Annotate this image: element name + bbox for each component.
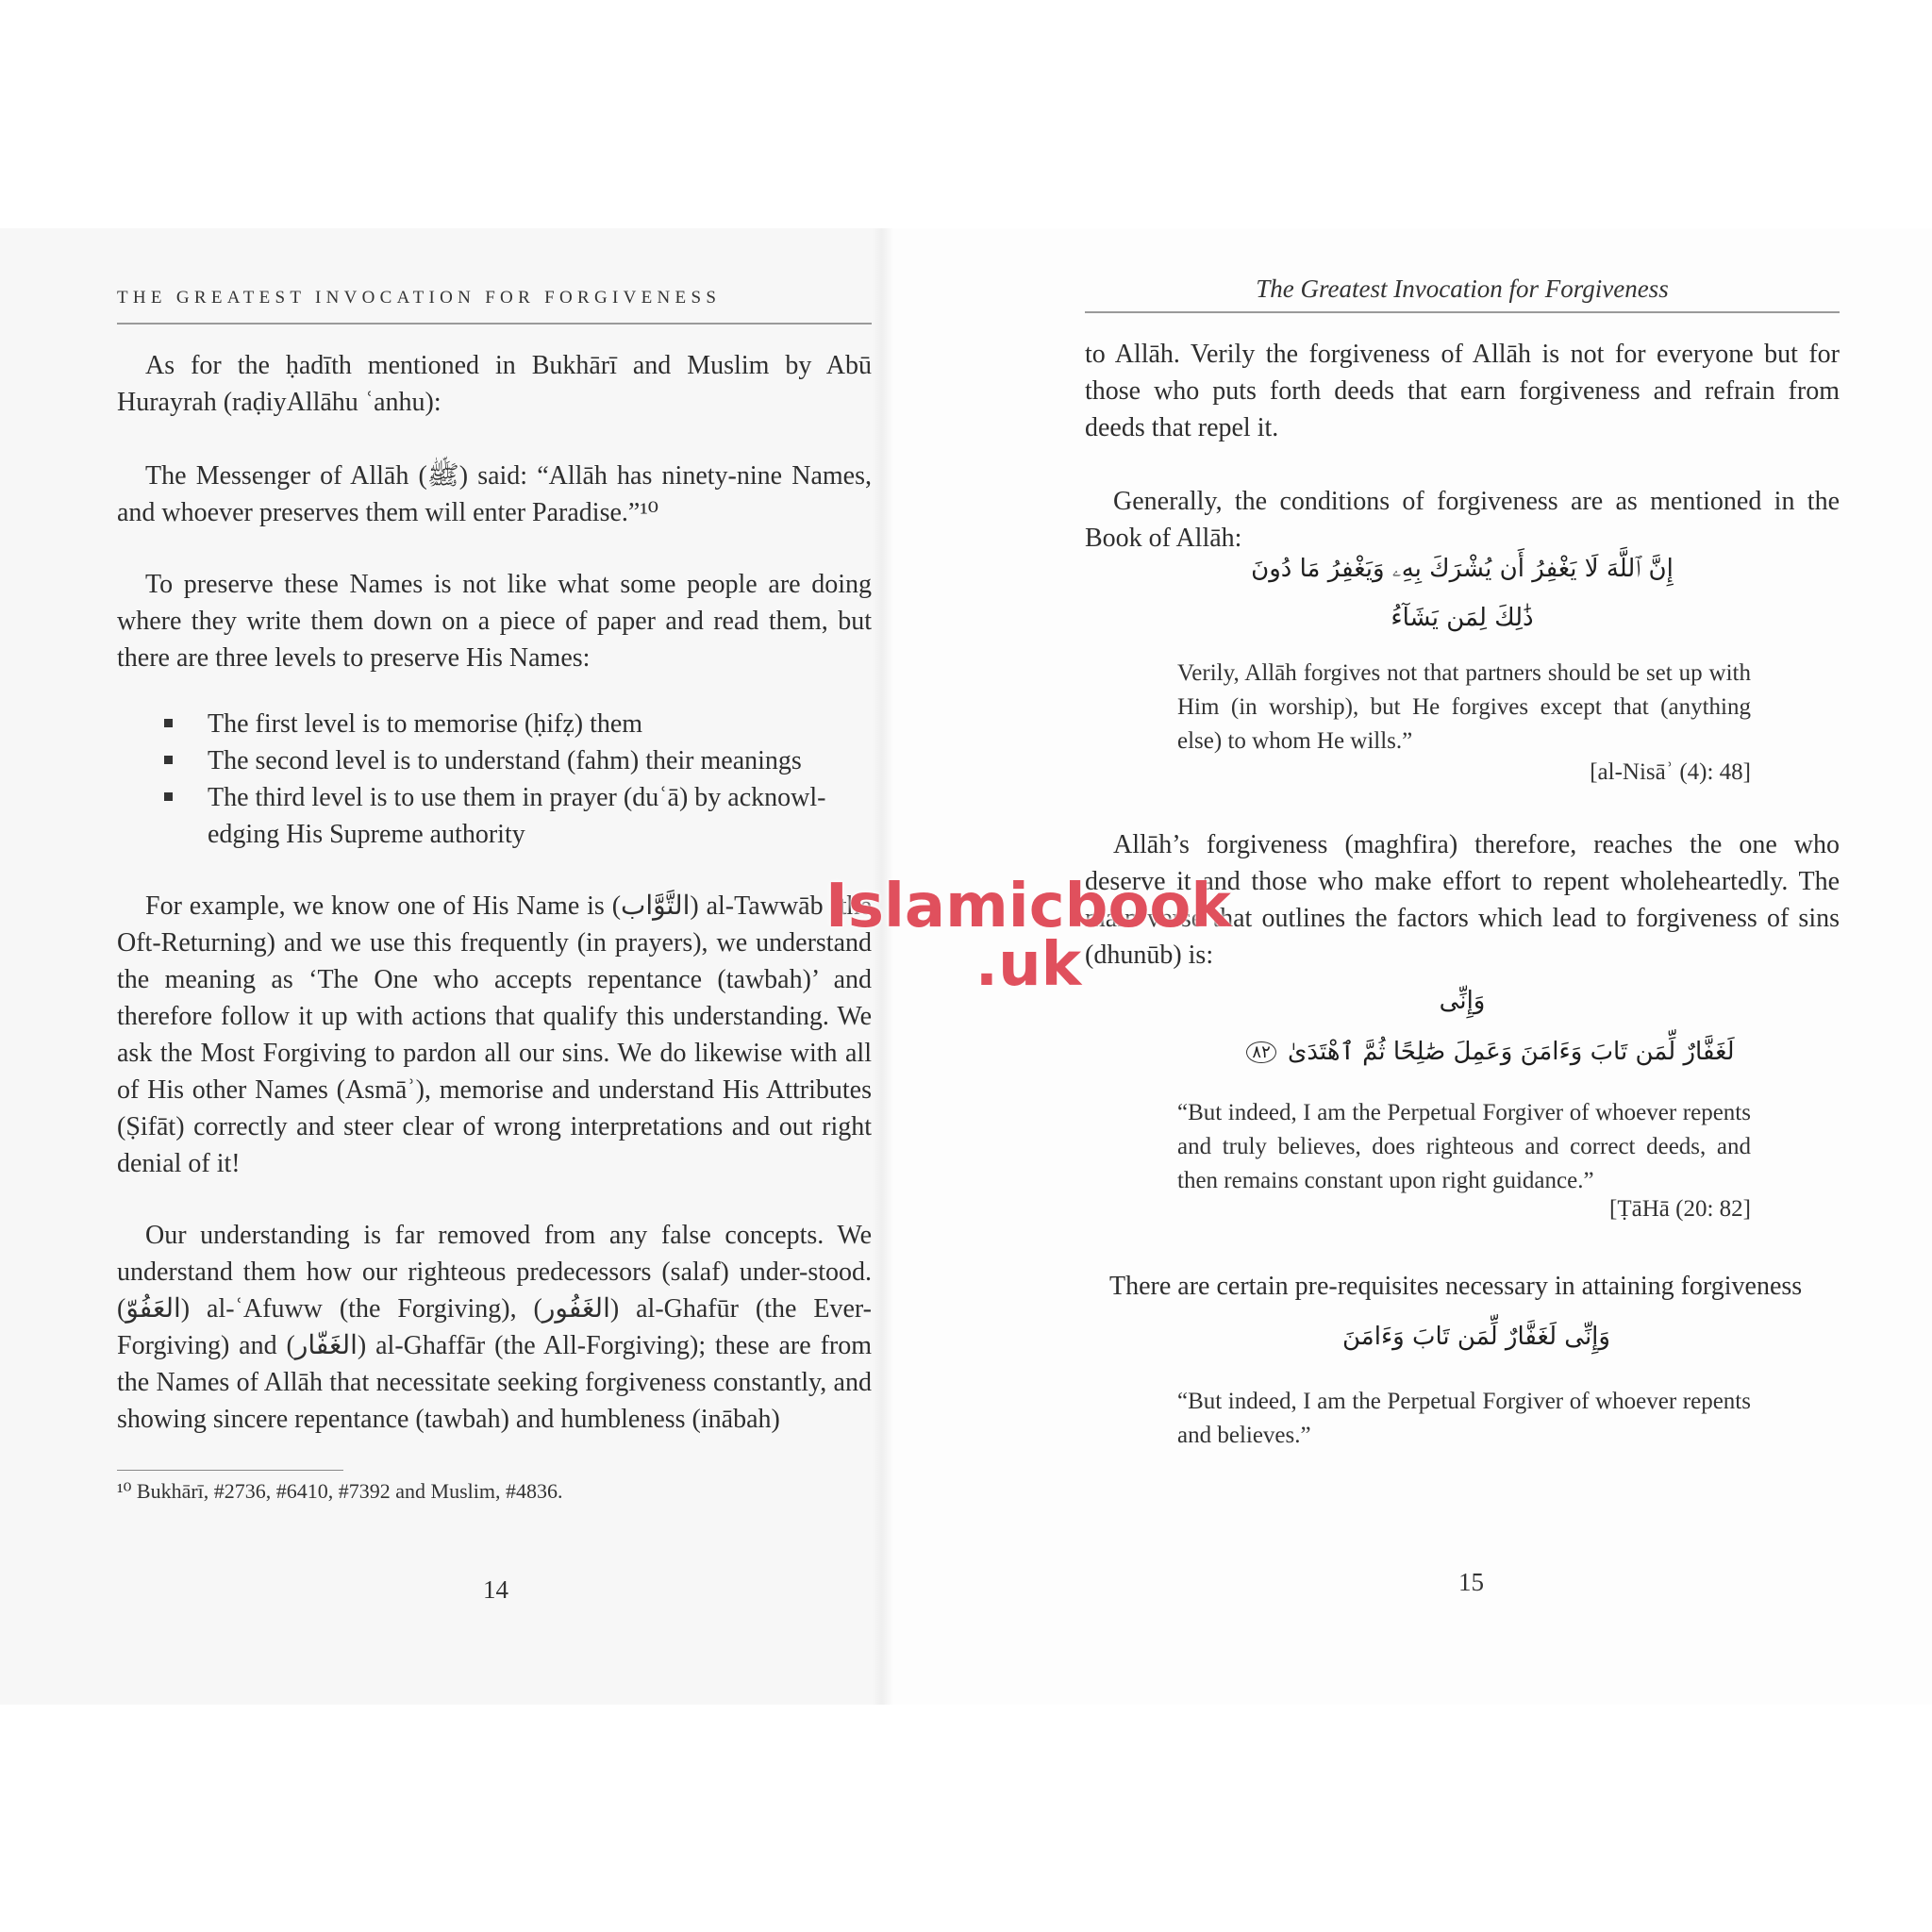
quran-verse-taha-line-2: لَغَفَّارٌ لِّمَن تَابَ وَءَامَنَ وَعَمِلَ صَٰلِحًا ثُمَّ ٱهْتَدَىٰ ٨٢ [1226, 1038, 1755, 1066]
left-paragraph-5: Our understanding is far removed from any false concepts. We understand them how our righteous predecessors (salaf) under-stood. (العَفُوّ) al-ʿAfuww (the Forgiving), (الغَفُور) al-Ghafūr (the Ever-Forgiving) and (الغَفّار) al-Ghaffār (the All-Forgiving); these are from the Names of Allāh that necessitate seeking forgiveness constantly, and showing sincere repentance (tawbah) and humbleness (inābah) [117, 1221, 872, 1434]
levels-list [117, 706, 872, 853]
translation-taha: “But indeed, I am the Perpetual Forgiver of whoever repents and truly believes, does righteous and correct deeds, and then remains constant upon right guidance.” [1177, 1100, 1751, 1193]
citation-nisa: [al-Nisāʾ (4): 48] [1590, 759, 1751, 785]
bullet-icon [164, 756, 173, 764]
bullet-icon [164, 792, 173, 801]
right-page-number: 15 [1458, 1568, 1484, 1596]
quran-verse-nisa-line-1: إِنَّ ٱللَّهَ لَا يَغْفِرُ أَن يُشْرَكَ بِهِۦ وَيَغْفِرُ مَا دُونَ [1251, 555, 1674, 583]
right-paragraph-3: Allāh’s forgiveness (maghfira) therefore, reaches the one who deserve it and those who make effort to repent wholeheartedly. The main verse that outlines the factors which lead to forgiveness of sins (dhunūb) is: [1085, 830, 1840, 970]
right-paragraph-2: Generally, the conditions of forgiveness are as mentioned in the Book of Allāh: [1085, 487, 1840, 553]
left-paragraph-2: The Messenger of Allāh (ﷺ) said: “Allāh has ninety-nine Names, and whoever preserves them will enter Paradise.”¹⁰ [117, 461, 873, 527]
ayah-number-marker: ٨٢ [1246, 1041, 1275, 1063]
footnote-rule [117, 1470, 343, 1471]
left-page-number: 14 [483, 1575, 508, 1604]
footnote: ¹⁰ Bukhārī, #2736, #6410, #7392 and Muslim, #4836. [117, 1479, 563, 1503]
right-paragraph-1: to Allāh. Verily the forgiveness of Allāh is not for everyone but for those who puts forth deeds that earn forgiveness and refrain from deeds that repel it. [1085, 340, 1840, 442]
quran-verse-excerpt: وَإِنِّى لَغَفَّارٌ لِّمَن تَابَ وَءَامَنَ [1342, 1323, 1610, 1351]
list-item: The second level is to understand (fahm) their meanings [117, 742, 872, 779]
citation-taha: [ṬāHā (20: 82] [1609, 1196, 1751, 1222]
list-item: The first level is to memorise (ḥifẓ) them [117, 706, 872, 742]
quran-verse-taha-line-1: وَإِنِّى [1439, 987, 1486, 1015]
translation-nisa: Verily, Allāh forgives not that partners should be set up with Him (in worship), but He forgives except that (anything else) to whom He wills.” [1177, 660, 1751, 754]
bullet-icon [164, 719, 173, 727]
right-header-rule [1085, 311, 1840, 313]
left-paragraph-1: As for the ḥadīth mentioned in Bukhārī and Muslim by Abū Hurayrah (raḍiyAllāhu ʿanhu): [117, 351, 872, 417]
translation-excerpt: “But indeed, I am the Perpetual Forgiver of whoever repents and believes.” [1177, 1389, 1751, 1448]
left-paragraph-3: To preserve these Names is not like what some people are doing where they write them down on a piece of paper and read them, but there are three levels to preserve His Names: [117, 570, 872, 673]
right-paragraph-4: There are certain pre-requisites necessary in attaining forgiveness [1109, 1272, 1803, 1301]
left-running-head: THE GREATEST INVOCATION FOR FORGIVENESS [117, 288, 722, 308]
quran-verse-nisa-line-2: ذَٰلِكَ لِمَن يَشَآءُ [1391, 604, 1534, 632]
left-header-rule [117, 323, 872, 325]
list-item: The third level is to use them in prayer (duʿā) by acknowl-edging His Supreme authority [117, 779, 872, 853]
left-paragraph-4: For example, we know one of His Name is (التَّوَّاب) al-Tawwāb (the Oft-Returning) and we use this frequently (in prayers), we understand the meaning as ‘The One who accepts repentance (tawbah)’ and therefore follow it up with actions that qualify this understanding. We ask the Most Forgiving to pardon all our sins. We do likewise with all of His other Names (Asmāʾ), memorise and understand His Attributes (Ṣifāt) correctly and steer clear of wrong interpretations and out right denial of it! [117, 891, 872, 1178]
watermark-logo: Islamicbook .uk [825, 872, 1231, 1000]
right-running-head: The Greatest Invocation for Forgiveness [1256, 275, 1669, 303]
